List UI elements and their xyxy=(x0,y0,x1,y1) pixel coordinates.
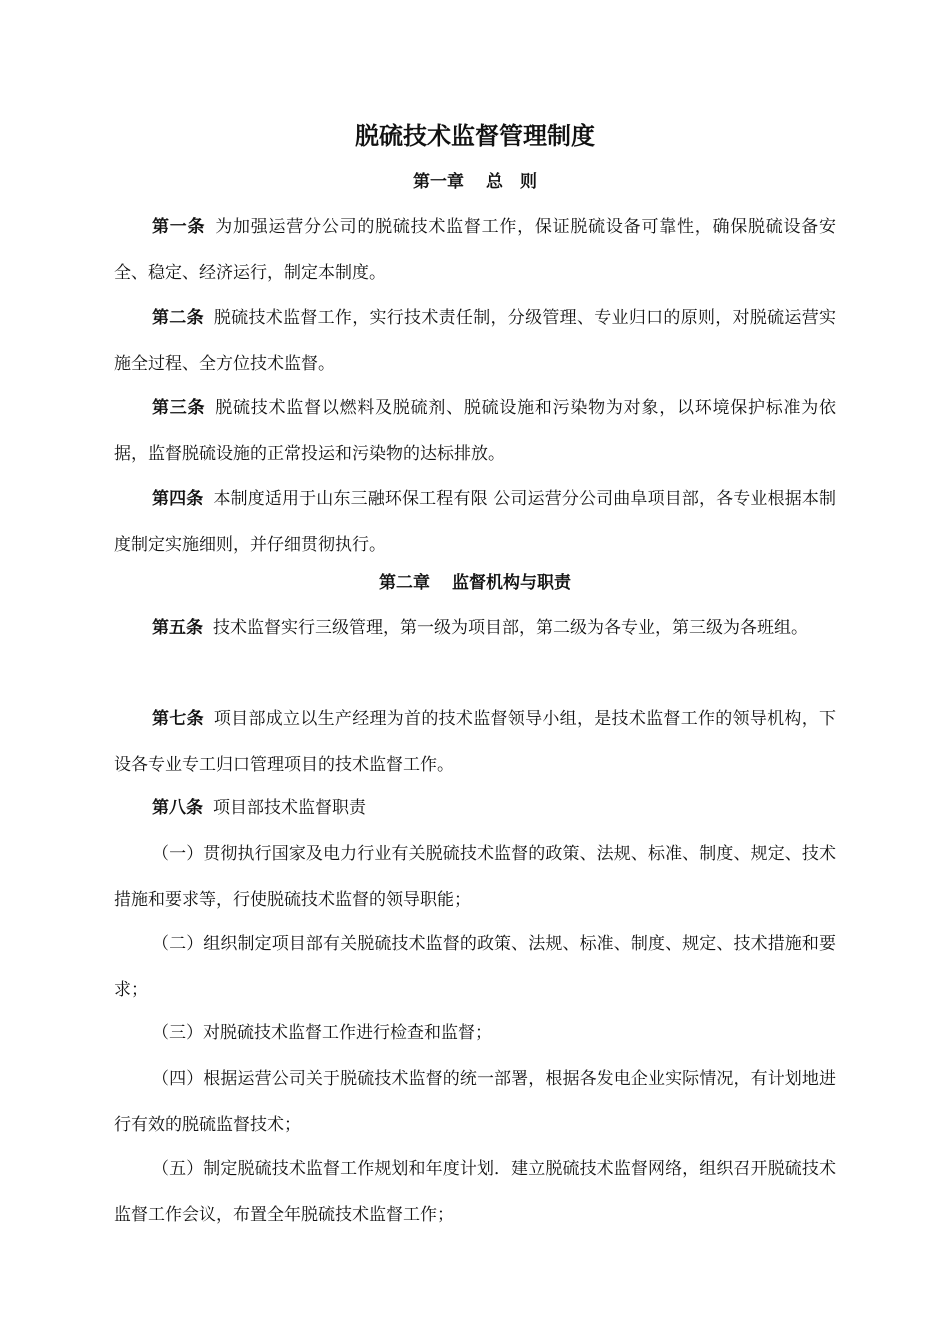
article-label: 第四条 xyxy=(152,489,204,509)
article-label: 第七条 xyxy=(152,709,204,729)
article-label: 第八条 xyxy=(152,798,203,818)
document-title: 脱硫技术监督管理制度 xyxy=(355,121,595,150)
article-paragraph xyxy=(114,295,836,387)
chapter-heading-1 xyxy=(0,167,950,197)
article-text: 项目部技术监督职责 xyxy=(213,798,366,818)
chapter-heading-2 xyxy=(0,568,950,598)
chapter-number: 第一章 xyxy=(413,172,464,192)
article-text: 本制度适用于山东三融环保工程有限 公司运营分公司曲阜项目部，各专业根据本制度制定实施细则，并仔细贯彻执行。 xyxy=(114,489,837,555)
list-item: （三）对脱硫技术监督工作进行检查和监督； xyxy=(152,1023,492,1043)
article-label: 第一条 xyxy=(152,217,206,237)
chapter-name: 监督机构与职责 xyxy=(452,573,571,593)
article-text: 技术监督实行三级管理，第一级为项目部，第二级为各专业，第三级为各班组。 xyxy=(213,618,808,638)
article-paragraph xyxy=(114,476,836,568)
article-label: 第二条 xyxy=(152,308,204,328)
article-text: 脱硫技术监督工作，实行技术责任制，分级管理、专业归口的原则，对脱硫运营实施全过程、全方位技术监督。 xyxy=(114,308,837,374)
article-label: 第五条 xyxy=(152,618,203,638)
chapter-name: 总 则 xyxy=(486,172,537,192)
list-item: （五）制定脱硫技术监督工作规划和年度计划．建立脱硫技术监督网络，组织召开脱硫技术监督工作会议，布置全年脱硫技术监督工作； xyxy=(114,1159,836,1225)
list-item: （一）贯彻执行国家及电力行业有关脱硫技术监督的政策、法规、标准、制度、规定、技术措施和要求等，行使脱硫技术监督的领导职能； xyxy=(114,844,836,910)
article-paragraph xyxy=(114,385,836,477)
article-paragraph xyxy=(114,785,836,831)
list-item: （二）组织制定项目部有关脱硫技术监督的政策、法规、标准、制度、规定、技术措施和要求； xyxy=(114,934,836,1000)
article-text: 项目部成立以生产经理为首的技术监督领导小组，是技术监督工作的领导机构，下设各专业专工归口管理项目的技术监督工作。 xyxy=(114,709,837,775)
article-paragraph xyxy=(114,204,836,296)
list-item: （四）根据运营公司关于脱硫技术监督的统一部署，根据各发电企业实际情况，有计划地进行有效的脱硫监督技术； xyxy=(114,1069,836,1135)
article-text: 脱硫技术监督以燃料及脱硫剂、脱硫设施和污染物为对象，以环境保护标准为依据，监督脱硫设施的正常投运和污染物的达标排放。 xyxy=(114,398,837,464)
article-paragraph xyxy=(114,605,836,651)
article-label: 第三条 xyxy=(152,398,206,418)
article-paragraph xyxy=(114,696,836,788)
article-text: 为加强运营分公司的脱硫技术监督工作，保证脱硫设备可靠性，确保脱硫设备安全、稳定、经济运行，制定本制度。 xyxy=(114,217,837,283)
chapter-number: 第二章 xyxy=(379,573,430,593)
